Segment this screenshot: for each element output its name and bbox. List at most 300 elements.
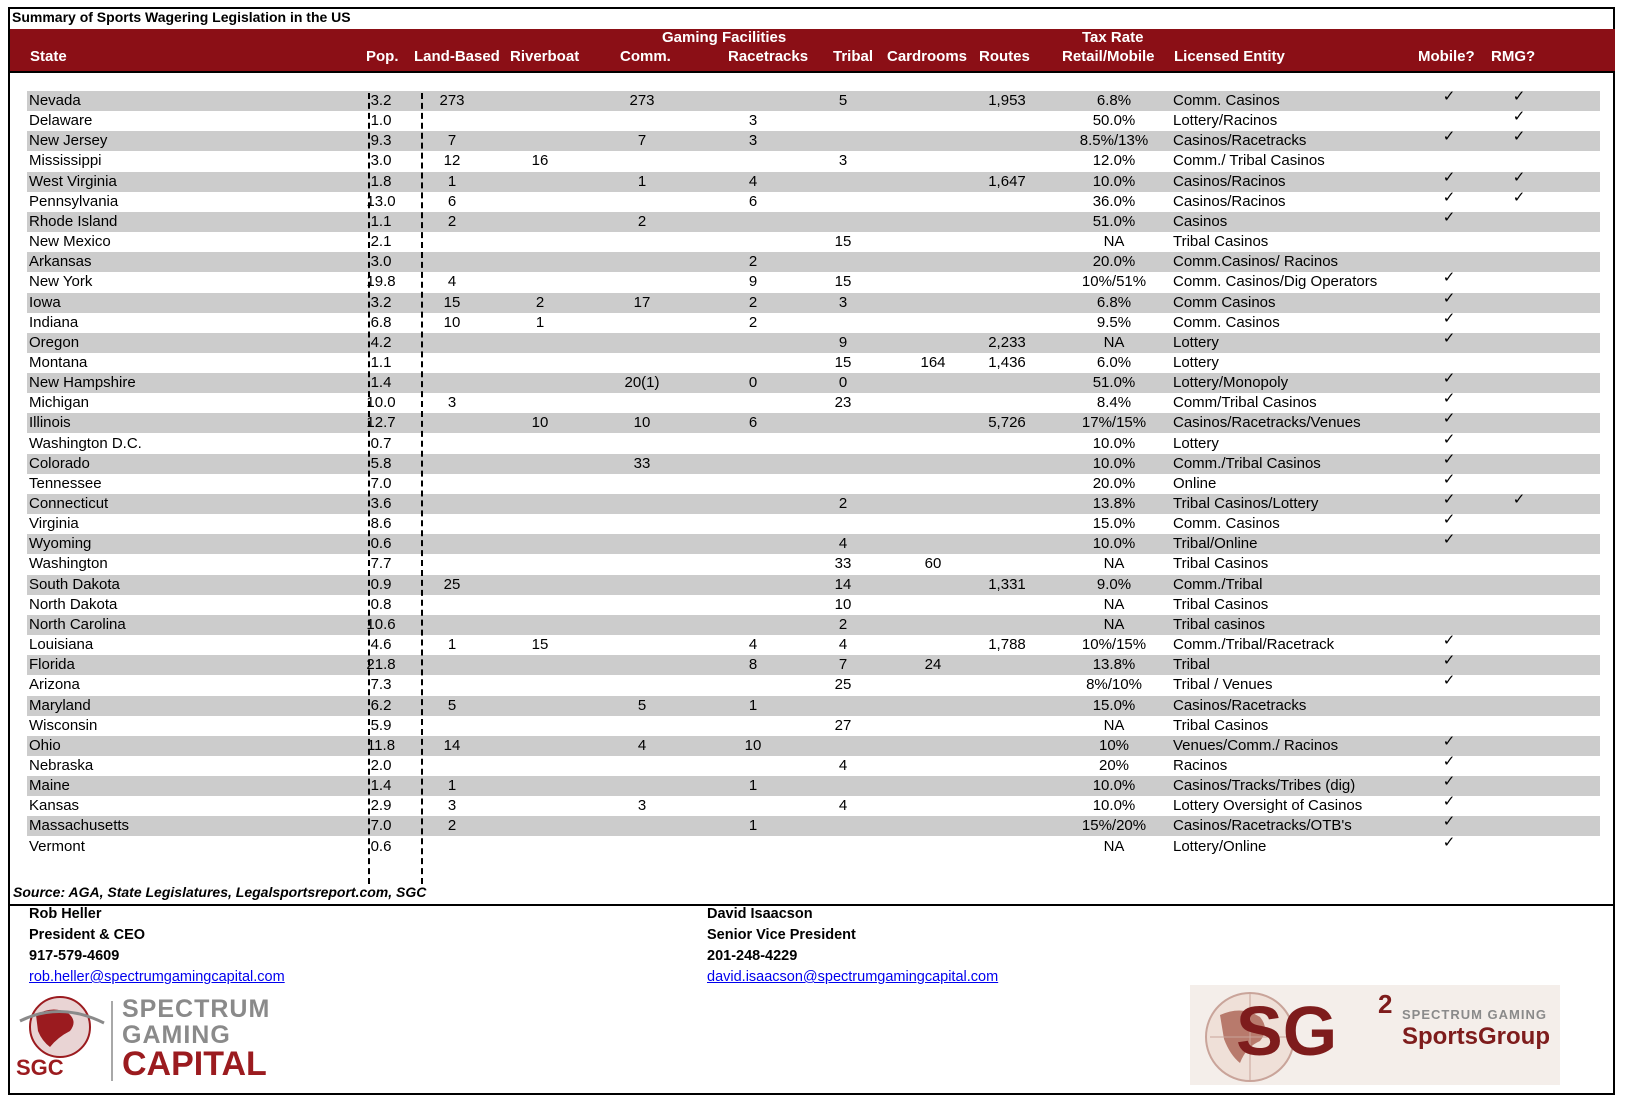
cell-pop: 10.6: [366, 615, 396, 633]
cell-comm: [613, 151, 671, 171]
cell-routes: [977, 232, 1037, 252]
cell-tribal: 15: [834, 353, 852, 371]
page-title: Summary of Sports Wagering Legislation in the US: [12, 9, 351, 25]
cell-land-based: [419, 111, 485, 131]
contact-phone: 201-248-4229: [707, 948, 798, 964]
cell-state: North Dakota: [29, 595, 118, 613]
cell-comm: 10: [633, 414, 651, 432]
cell-state: Tennessee: [29, 474, 102, 492]
rmg-check-icon: [1507, 329, 1531, 349]
cell-tribal: 15: [834, 273, 852, 291]
mobile-check-icon: ✓: [1442, 813, 1456, 831]
cell-state: Montana: [29, 353, 88, 371]
cell-racetracks: 3: [748, 112, 758, 130]
cell-land-based: [419, 837, 485, 857]
table-row: [27, 252, 1600, 272]
cell-routes: [977, 212, 1037, 232]
header-tax-retail-mobile: Retail/Mobile: [1062, 48, 1155, 65]
mobile-check-icon: ✓: [1442, 793, 1456, 811]
contact-role: President & CEO: [29, 927, 146, 943]
cell-tax-rate: 10.0%: [1092, 797, 1136, 815]
cell-land-based: [419, 373, 485, 393]
cell-cardrooms: [905, 373, 961, 393]
cell-riverboat: [517, 333, 563, 353]
cell-licensed-entity: Tribal Casinos: [1173, 555, 1269, 573]
cell-tax-rate: 8.4%: [1096, 394, 1132, 412]
cell-riverboat: [517, 615, 563, 635]
mobile-check-icon: [1437, 550, 1461, 570]
cell-pop: 5.8: [370, 454, 392, 472]
cell-land-based: 6: [447, 192, 457, 210]
cell-cardrooms: [905, 776, 961, 796]
mobile-check-icon: ✓: [1442, 450, 1456, 468]
cell-state: New Jersey: [29, 132, 108, 150]
cell-licensed-entity: Comm./Tribal/Racetrack: [1173, 636, 1335, 654]
cell-state: Massachusetts: [29, 817, 130, 835]
cell-racetracks: [733, 534, 773, 554]
cell-tax-rate: 51.0%: [1092, 374, 1136, 392]
cell-pop: 7.7: [370, 555, 392, 573]
cell-tribal: [823, 434, 863, 454]
cell-land-based: [419, 474, 485, 494]
cell-tax-rate: 8.5%/13%: [1079, 132, 1149, 150]
cell-racetracks: 1: [748, 777, 758, 795]
cell-riverboat: [517, 252, 563, 272]
cell-comm: 3: [637, 797, 647, 815]
cell-racetracks: [733, 756, 773, 776]
cell-racetracks: [733, 212, 773, 232]
cell-tax-rate: 13.8%: [1092, 495, 1136, 512]
cell-racetracks: [733, 554, 773, 574]
table-row: [27, 752, 1600, 776]
contact-email-link[interactable]: david.isaacson@spectrumgamingcapital.com: [707, 969, 999, 985]
mobile-check-icon: ✓: [1442, 833, 1456, 851]
mobile-check-icon: ✓: [1442, 88, 1456, 105]
rmg-check-icon: [1507, 510, 1531, 530]
header-cardrooms: Cardrooms: [887, 48, 968, 65]
cell-licensed-entity: Comm. Casinos/Dig Operators: [1173, 273, 1378, 291]
cell-tax-rate: 15%/20%: [1081, 817, 1147, 835]
cell-comm: [613, 675, 671, 695]
contact-email-link[interactable]: rob.heller@spectrumgamingcapital.com: [29, 969, 285, 985]
cell-comm: [613, 434, 671, 454]
table-row: [27, 632, 1600, 655]
table-row: [27, 353, 1600, 373]
cell-cardrooms: [905, 615, 961, 635]
table-row: [27, 208, 1600, 232]
cell-state: Indiana: [29, 313, 79, 331]
cell-licensed-entity: Comm. Casinos: [1173, 92, 1280, 109]
cell-comm: [613, 554, 671, 574]
logo-line1: SPECTRUM GAMING: [1402, 1007, 1547, 1022]
cell-cardrooms: [905, 796, 961, 816]
cell-tribal: 5: [838, 92, 848, 109]
header-mobile: Mobile?: [1418, 48, 1475, 65]
cell-pop: 0.8: [370, 595, 392, 613]
table-row: [27, 773, 1600, 796]
cell-routes: [977, 272, 1037, 292]
cell-tribal: [823, 313, 863, 333]
cell-pop: 9.3: [370, 132, 392, 150]
cell-routes: [977, 192, 1037, 212]
cell-riverboat: [517, 837, 563, 857]
table-row: [27, 531, 1600, 554]
rmg-check-icon: [1507, 671, 1531, 691]
cell-cardrooms: 24: [924, 656, 942, 674]
cell-cardrooms: [905, 534, 961, 554]
cell-state: Washington: [29, 555, 108, 573]
cell-comm: [613, 111, 671, 131]
rmg-check-icon: ✓: [1512, 128, 1526, 146]
cell-pop: 0.6: [370, 837, 392, 855]
cell-state: Virginia: [29, 515, 79, 533]
header-rmg: RMG?: [1491, 48, 1536, 65]
cell-riverboat: [517, 353, 563, 373]
cell-licensed-entity: Tribal Casinos: [1173, 716, 1269, 734]
cell-racetracks: [733, 514, 773, 534]
cell-land-based: [419, 675, 485, 695]
cell-licensed-entity: Casinos/Racinos: [1173, 172, 1286, 190]
cell-tax-rate: NA: [1103, 555, 1125, 573]
cell-licensed-entity: Comm./Tribal: [1173, 575, 1263, 593]
cell-land-based: 7: [447, 132, 457, 150]
cell-state: Nebraska: [29, 756, 94, 774]
mobile-check-icon: [1437, 571, 1461, 591]
cell-racetracks: [733, 575, 773, 595]
cell-racetracks: [733, 716, 773, 736]
cell-state: Kansas: [29, 797, 80, 815]
cell-cardrooms: [905, 91, 961, 111]
cell-licensed-entity: Tribal/Online: [1173, 535, 1258, 553]
cell-pop: 19.8: [366, 273, 396, 291]
rmg-check-icon: ✓: [1512, 188, 1526, 206]
cell-cardrooms: [905, 212, 961, 232]
mobile-check-icon: ✓: [1442, 632, 1456, 650]
cell-land-based: 1: [447, 777, 457, 795]
mobile-check-icon: ✓: [1442, 732, 1456, 750]
cell-tax-rate: 6.8%: [1096, 293, 1132, 311]
rmg-check-icon: [1507, 268, 1531, 288]
cell-land-based: [419, 554, 485, 574]
cell-land-based: [419, 655, 485, 675]
cell-tribal: [823, 252, 863, 272]
cell-riverboat: [517, 534, 563, 554]
table-row: [27, 696, 1600, 716]
mobile-check-icon: ✓: [1442, 652, 1456, 670]
cell-comm: [613, 252, 671, 272]
cell-tax-rate: 9.0%: [1096, 575, 1132, 593]
mobile-check-icon: [1437, 349, 1461, 369]
cell-land-based: [419, 595, 485, 615]
cell-state: Vermont: [29, 837, 85, 855]
table-row: [27, 88, 1600, 111]
cell-racetracks: 2: [748, 313, 758, 331]
cell-pop: 8.6: [370, 515, 392, 533]
cell-licensed-entity: Comm/Tribal Casinos: [1173, 394, 1317, 412]
table-row: [27, 470, 1600, 494]
cell-state: Illinois: [29, 414, 71, 432]
cell-riverboat: [517, 454, 563, 474]
rmg-check-icon: [1507, 430, 1531, 450]
cell-licensed-entity: Casinos/Racetracks/Venues: [1173, 414, 1361, 432]
header-group-tax-rate: Tax Rate: [1082, 29, 1144, 46]
table-row: [27, 390, 1600, 413]
cell-state: Ohio: [29, 736, 61, 754]
cell-cardrooms: [905, 232, 961, 252]
logo-mark-sup: 2: [1378, 989, 1393, 1019]
mobile-check-icon: ✓: [1442, 309, 1456, 327]
header-pop: Pop.: [366, 48, 399, 65]
contact-name: Rob Heller: [29, 906, 102, 922]
cell-comm: [613, 353, 671, 373]
column-separator: [368, 93, 370, 884]
cell-licensed-entity: Comm. Casinos: [1173, 515, 1280, 533]
rmg-check-icon: [1507, 571, 1531, 591]
cell-racetracks: [733, 91, 773, 111]
cell-state: Mississippi: [29, 152, 102, 170]
cell-routes: [977, 534, 1037, 554]
cell-riverboat: [517, 91, 563, 111]
cell-tribal: 7: [838, 656, 848, 674]
cell-routes: 1,647: [988, 172, 1026, 190]
cell-routes: [977, 655, 1037, 675]
cell-riverboat: [517, 796, 563, 816]
cell-land-based: 10: [443, 313, 461, 331]
cell-riverboat: 2: [535, 293, 545, 311]
cell-pop: 1.4: [370, 777, 392, 795]
cell-riverboat: [517, 655, 563, 675]
logo-line2: GAMING: [122, 1021, 231, 1049]
table-row: [27, 450, 1600, 474]
cell-tax-rate: 13.8%: [1092, 656, 1136, 674]
table-row: [27, 554, 1600, 574]
cell-land-based: 2: [447, 212, 457, 230]
cell-land-based: [419, 514, 485, 534]
cell-tax-rate: NA: [1103, 333, 1125, 351]
cell-routes: [977, 756, 1037, 776]
cell-state: Michigan: [29, 394, 90, 412]
spectrum-gaming-capital-logo: [12, 995, 312, 1085]
cell-racetracks: [733, 232, 773, 252]
rmg-check-icon: [1507, 389, 1531, 409]
rmg-check-icon: [1507, 349, 1531, 369]
mobile-check-icon: ✓: [1442, 430, 1456, 448]
cell-tax-rate: 50.0%: [1092, 112, 1136, 130]
mobile-check-icon: [1437, 712, 1461, 732]
rmg-check-icon: ✓: [1512, 491, 1526, 508]
cell-pop: 2.1: [370, 233, 392, 251]
cell-racetracks: 3: [748, 132, 758, 150]
cell-racetracks: [733, 675, 773, 695]
header-group-gaming-facilities: Gaming Facilities: [662, 29, 787, 46]
cell-cardrooms: [905, 131, 961, 151]
cell-riverboat: [517, 595, 563, 615]
cell-routes: [977, 151, 1037, 171]
cell-tax-rate: 8%/10%: [1086, 676, 1142, 694]
cell-riverboat: [517, 554, 563, 574]
cell-land-based: [419, 353, 485, 373]
cell-riverboat: [517, 111, 563, 131]
cell-routes: [977, 716, 1037, 736]
rmg-check-icon: [1507, 289, 1531, 309]
cell-tribal: [823, 454, 863, 474]
cell-land-based: 1: [447, 636, 457, 654]
cell-tribal: 3: [838, 293, 848, 311]
cell-state: New York: [29, 273, 93, 291]
cell-tax-rate: 17%/15%: [1081, 414, 1147, 432]
table-row: [27, 128, 1600, 151]
mobile-check-icon: ✓: [1442, 208, 1456, 226]
table-row: [27, 108, 1600, 131]
cell-tribal: [823, 696, 863, 716]
cell-land-based: [419, 615, 485, 635]
cell-pop: 3.0: [370, 152, 392, 170]
cell-state: Nevada: [29, 92, 81, 109]
cell-land-based: 15: [443, 293, 461, 311]
cell-tax-rate: 10.0%: [1092, 434, 1136, 452]
cell-licensed-entity: Tribal Casinos/Lottery: [1173, 495, 1319, 512]
cell-pop: 1.0: [370, 112, 392, 130]
cell-cardrooms: 60: [924, 555, 942, 573]
cell-licensed-entity: Casinos/Tracks/Tribes (dig): [1173, 777, 1356, 795]
rmg-check-icon: [1507, 631, 1531, 651]
cell-land-based: 4: [447, 273, 457, 291]
cell-comm: [613, 474, 671, 494]
cell-riverboat: 1: [535, 313, 545, 331]
cell-land-based: 2: [447, 817, 457, 835]
cell-racetracks: [733, 434, 773, 454]
rmg-check-icon: [1507, 651, 1531, 671]
cell-land-based: [419, 454, 485, 474]
cell-tribal: 4: [838, 756, 848, 774]
cell-racetracks: [733, 494, 773, 514]
rmg-check-icon: [1507, 611, 1531, 631]
header-riverboat: Riverboat: [510, 48, 580, 65]
cell-comm: [613, 615, 671, 635]
logo-line3: CAPITAL: [122, 1045, 267, 1083]
cell-tribal: 2: [838, 495, 848, 512]
cell-comm: [613, 595, 671, 615]
cell-tax-rate: NA: [1103, 837, 1125, 855]
cell-routes: 5,726: [988, 414, 1026, 432]
cell-pop: 3.6: [370, 495, 392, 512]
header-tribal: Tribal: [833, 48, 874, 65]
cell-tax-rate: 36.0%: [1092, 192, 1136, 210]
cell-racetracks: 10: [744, 736, 762, 754]
rmg-check-icon: [1507, 550, 1531, 570]
cell-riverboat: [517, 393, 563, 413]
cell-tribal: 14: [834, 575, 852, 593]
cell-tribal: [823, 131, 863, 151]
cell-licensed-entity: Casinos: [1173, 212, 1228, 230]
cell-licensed-entity: Comm. Casinos: [1173, 313, 1280, 331]
cell-state: Pennsylvania: [29, 192, 119, 210]
cell-tax-rate: 9.5%: [1096, 313, 1132, 331]
cell-comm: 20(1): [624, 374, 660, 392]
cell-riverboat: [517, 756, 563, 776]
cell-licensed-entity: Casinos/Racetracks: [1173, 696, 1307, 714]
rmg-check-icon: [1507, 208, 1531, 228]
cell-cardrooms: [905, 736, 961, 756]
table-row: [27, 289, 1600, 313]
cell-cardrooms: [905, 413, 961, 433]
source-note: Source: AGA, State Legislatures, Legalsportsreport.com, SGC: [13, 884, 427, 900]
cell-cardrooms: [905, 272, 961, 292]
mobile-check-icon: [1437, 228, 1461, 248]
cell-racetracks: 4: [748, 636, 758, 654]
rmg-check-icon: [1507, 712, 1531, 732]
cell-riverboat: [517, 514, 563, 534]
cell-routes: [977, 696, 1037, 716]
cell-cardrooms: [905, 313, 961, 333]
cell-riverboat: [517, 192, 563, 212]
header-state: State: [30, 48, 67, 65]
cell-cardrooms: [905, 514, 961, 534]
table-row: [27, 833, 1600, 857]
cell-tribal: [823, 192, 863, 212]
header-racetracks: Racetracks: [728, 48, 809, 65]
cell-pop: 6.8: [370, 313, 392, 331]
cell-pop: 1.1: [370, 353, 392, 371]
rmg-check-icon: ✓: [1512, 108, 1526, 126]
cell-riverboat: [517, 696, 563, 716]
table-row: [27, 511, 1600, 534]
cell-cardrooms: [905, 192, 961, 212]
cell-pop: 1.8: [370, 172, 392, 190]
cell-land-based: [419, 494, 485, 514]
table-row: [27, 370, 1600, 393]
cell-riverboat: [517, 373, 563, 393]
table-row: [27, 813, 1600, 836]
spectrum-gaming-sportsgroup-logo: [1190, 985, 1560, 1085]
cell-land-based: 3: [447, 797, 457, 815]
table-row: [27, 188, 1600, 212]
header-routes: Routes: [979, 48, 1030, 65]
cell-riverboat: [517, 434, 563, 454]
cell-tribal: 10: [834, 595, 852, 613]
cell-racetracks: 1: [748, 817, 758, 835]
cell-tax-rate: 51.0%: [1092, 212, 1136, 230]
cell-routes: [977, 434, 1037, 454]
cell-land-based: 3: [447, 394, 457, 412]
cell-pop: 0.6: [370, 535, 392, 553]
cell-comm: [613, 756, 671, 776]
cell-racetracks: [733, 353, 773, 373]
cell-comm: 17: [633, 293, 651, 311]
mobile-check-icon: ✓: [1442, 168, 1456, 186]
cell-tax-rate: 15.0%: [1092, 696, 1136, 714]
cell-pop: 1.4: [370, 374, 392, 392]
mobile-check-icon: ✓: [1442, 410, 1456, 428]
cell-pop: 7.0: [370, 817, 392, 835]
cell-riverboat: [517, 172, 563, 192]
mobile-check-icon: ✓: [1442, 370, 1456, 388]
cell-pop: 4.2: [370, 333, 392, 351]
cell-land-based: 25: [443, 575, 461, 593]
cell-routes: [977, 554, 1037, 574]
cell-land-based: 12: [443, 152, 461, 170]
cell-racetracks: [733, 474, 773, 494]
rmg-check-icon: [1507, 752, 1531, 772]
cell-racetracks: 4: [748, 172, 758, 190]
cell-state: Arizona: [29, 676, 80, 694]
cell-state: West Virginia: [29, 172, 117, 190]
cell-riverboat: [517, 776, 563, 796]
cell-routes: [977, 796, 1037, 816]
mobile-check-icon: [1437, 611, 1461, 631]
cell-state: Florida: [29, 656, 75, 674]
cell-tax-rate: NA: [1103, 595, 1125, 613]
